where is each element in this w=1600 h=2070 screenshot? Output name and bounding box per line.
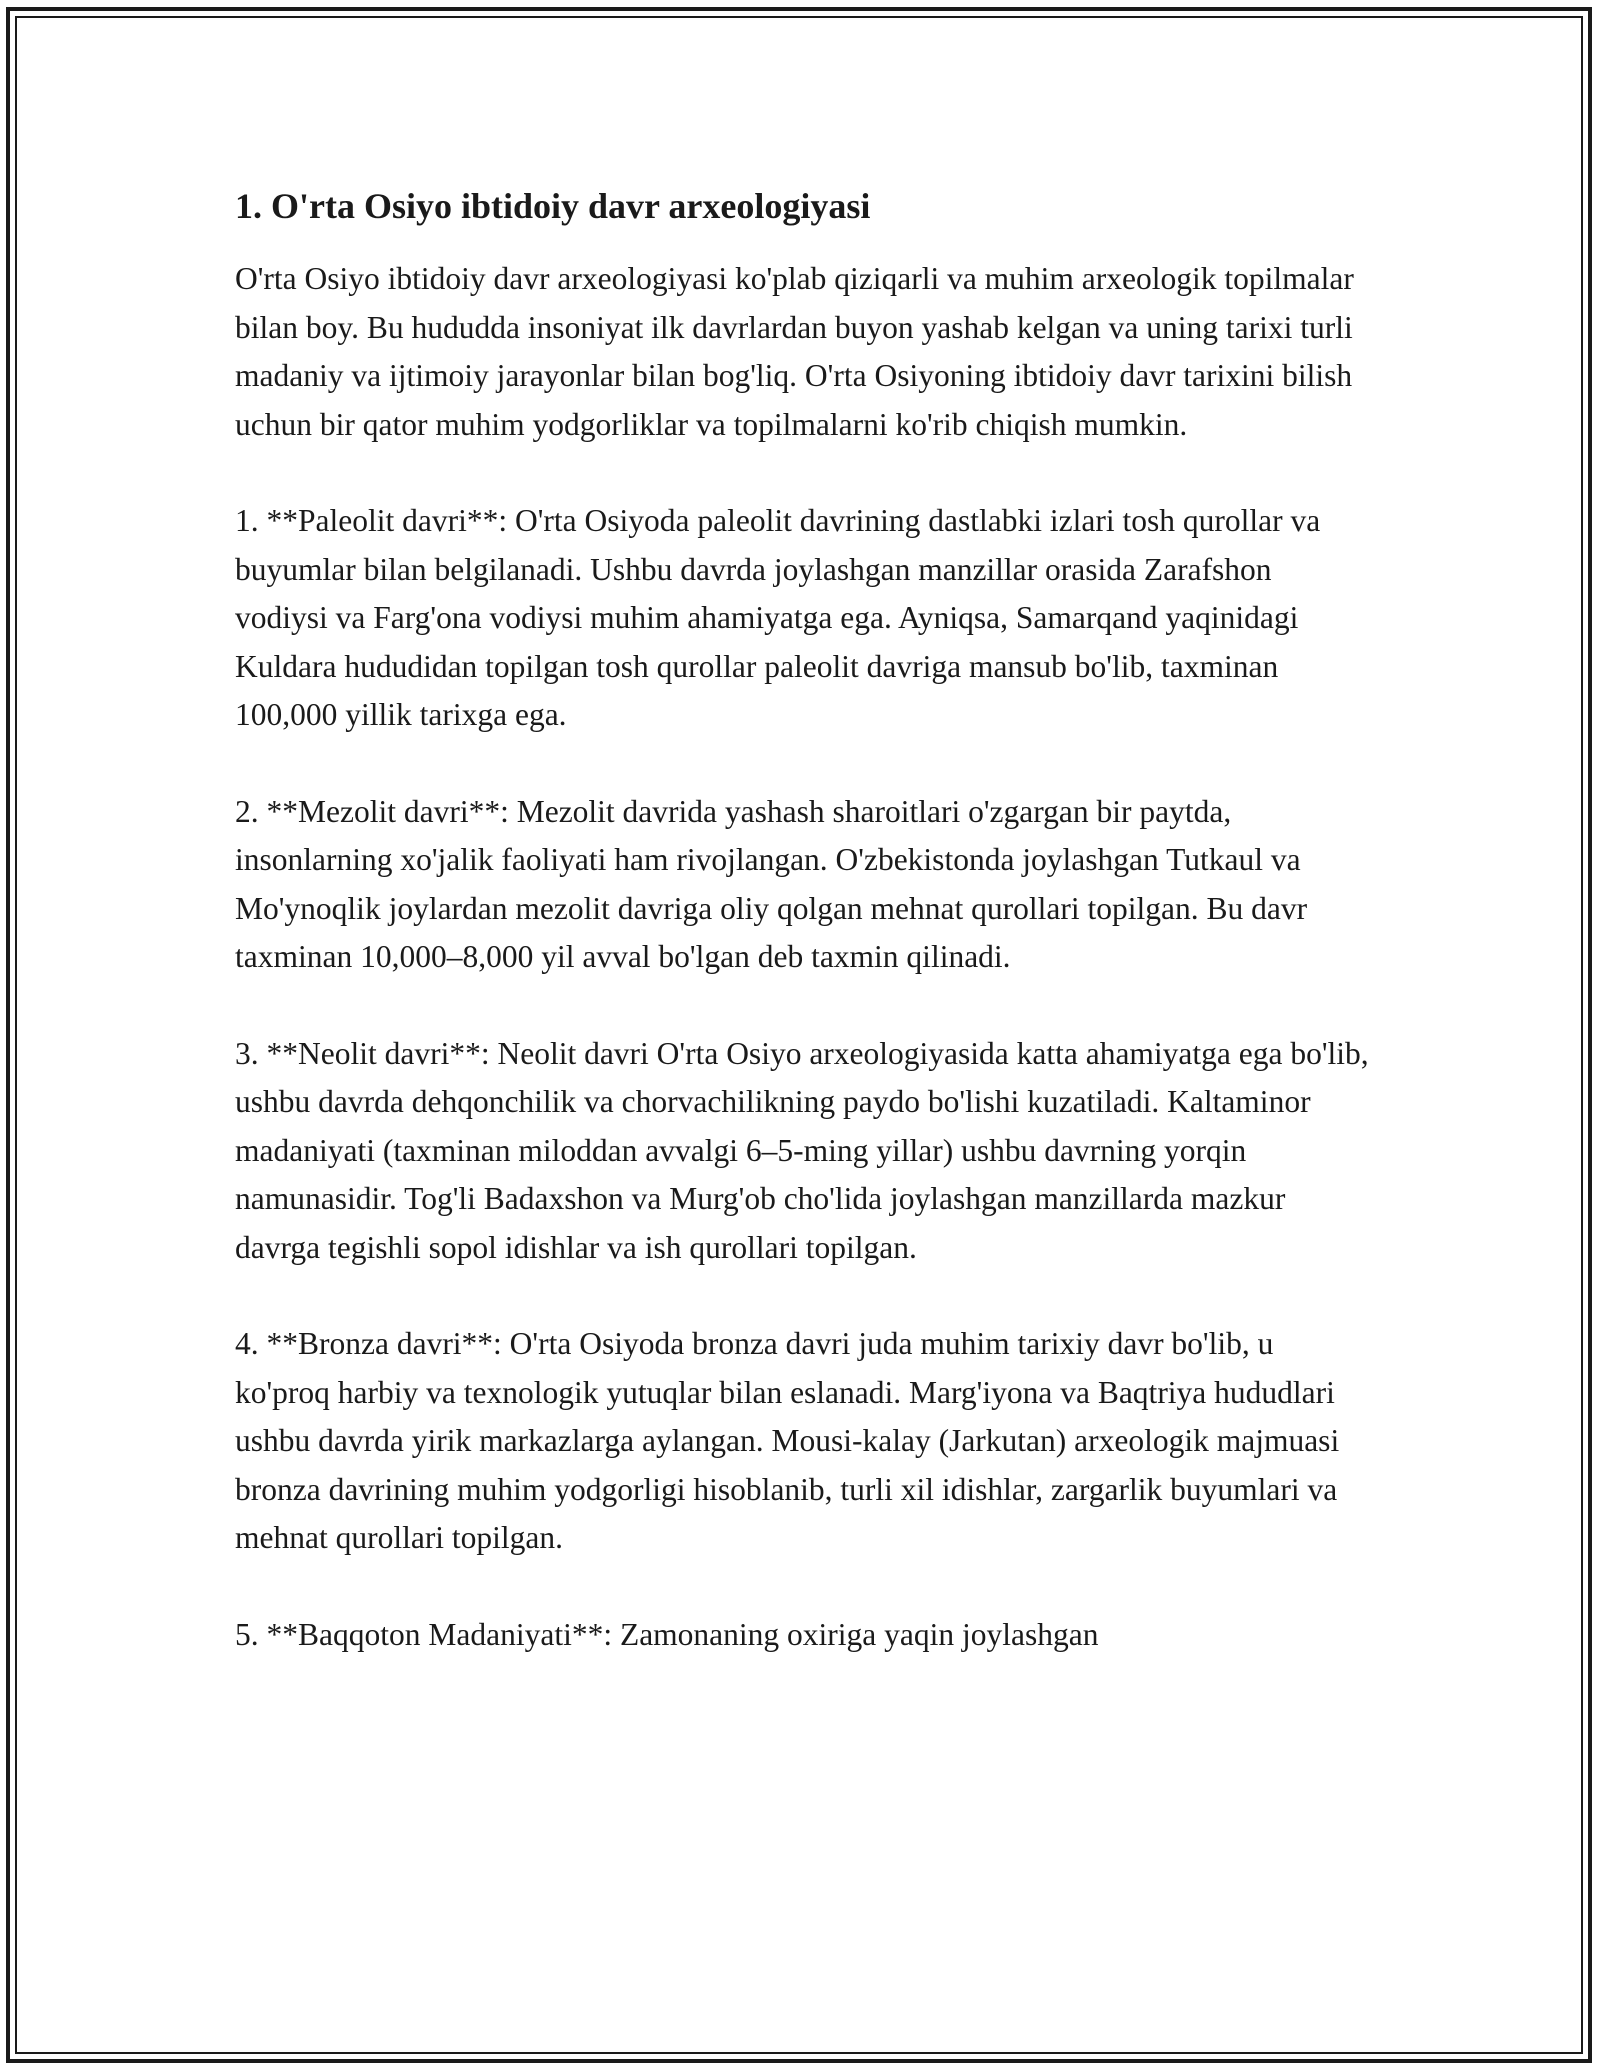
document-title: 1. O'rta Osiyo ibtidoiy davr arxeologiyasi [235, 186, 871, 226]
baqqoton-paragraph: 5. **Baqqoton Madaniyati**: Zamonaning oxiriga yaqin joylashgan [235, 1616, 1099, 1652]
intro-paragraph: O'rta Osiyo ibtidoiy davr arxeologiyasi ko'plab qiziqarli va muhim arxeologik topilmalar bilan boy. Bu hududda insoniyat ilk davrlardan buyon yashab kelgan va uning tarixi turli madaniy va ijtimoiy jarayonlar bilan bog'liq. O'rta Osiyoning ibtidoiy davr tarixini bilish uchun bir qator muhim yodgorliklar va topilmalarni ko'rib chiqish mumkin. [235, 261, 1354, 442]
mezolit-paragraph: 2. **Mezolit davri**: Mezolit davrida yashash sharoitlari o'zgargan bir paytda, insonlarning xo'jalik faoliyati ham rivojlangan. O'zbekistonda joylashgan Tutkaul va Mo'ynoqlik joylardan mezolit davriga oliy qolgan mehnat qurollari topilgan. Bu davr taxminan 10,000–8,000 yil avval bo'lgan deb taxmin qilinadi. [235, 793, 1308, 974]
neolit-paragraph: 3. **Neolit davri**: Neolit davri O'rta Osiyo arxeologiyasida katta ahamiyatga ega bo'lib, ushbu davrda dehqonchilik va chorvachilikning paydo bo'lishi kuzatiladi. Kaltaminor madaniyati (taxminan miloddan avvalgi 6–5-ming yillar) ushbu davrning yorqin namunasidir. Tog'li Badaxshon va Murg'ob cho'lida joylashgan manzillarda mazkur davrga tegishli sopol idishlar va ish qurollari topilgan. [235, 1035, 1369, 1265]
document-body [235, 183, 1370, 1707]
paleolit-paragraph: 1. **Paleolit davri**: O'rta Osiyoda paleolit davrining dastlabki izlari tosh qurollar va buyumlar bilan belgilanadi. Ushbu davrda joylashgan manzillar orasida Zarafshon vodiysi va Farg'ona vodiysi muhim ahamiyatga ega. Ayniqsa, Samarqand yaqinidagi Kuldara hududidan topilgan tosh qurollar paleolit davriga mansub bo'lib, taxminan 100,000 yillik tarixga ega. [235, 503, 1321, 732]
bronza-paragraph: 4. **Bronza davri**: O'rta Osiyoda bronza davri juda muhim tarixiy davr bo'lib, u ko'proq harbiy va texnologik yutuqlar bilan eslanadi. Marg'iyona va Baqtriya hududlari ushbu davrda yirik markazlarga aylangan. Mousi-kalay (Jarkutan) arxeologik majmuasi bronza davrining muhim yodgorligi hisoblanib, turli xil idishlar, zargarlik buyumlari va mehnat qurollari topilgan. [235, 1326, 1340, 1555]
